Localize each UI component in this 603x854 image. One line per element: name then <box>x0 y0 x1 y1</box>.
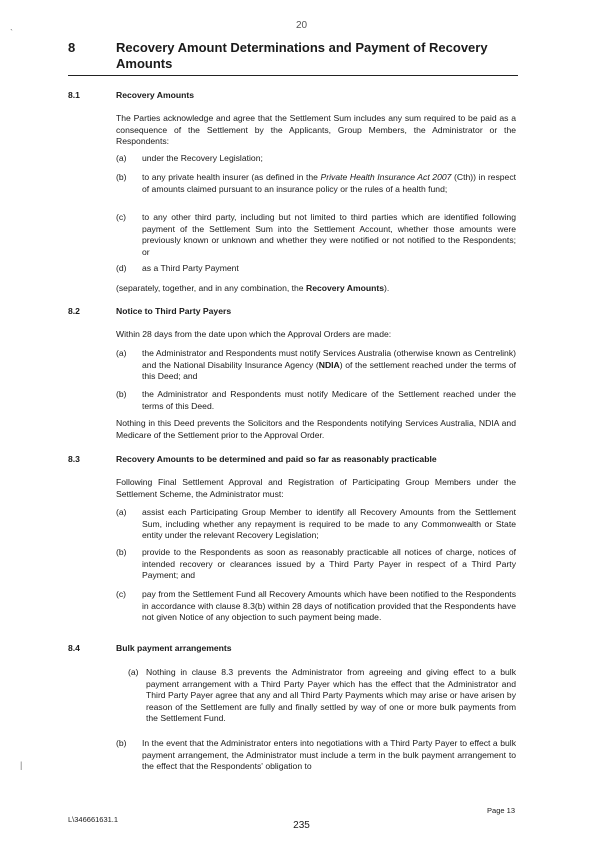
section-number: 8 <box>68 40 76 55</box>
list-label: (d) <box>116 263 127 273</box>
margin-mark: | <box>20 760 23 770</box>
list-text: to any other third party, including but not limited to third parties which are identified following payment of the Settlement Sum into the Settlement Account, whether those amounts were previously known or unknown and whether they were notified or not notified to the Respondents; or <box>142 212 516 257</box>
list-label: (b) <box>116 547 127 557</box>
list-text: the Administrator and Respondents must notify Medicare of the Settlement reached under the terms of this Deed. <box>142 389 516 411</box>
footer-doc-ref: L\346661631.1 <box>68 815 119 824</box>
subsection-number: 8.3 <box>68 454 80 464</box>
list-text: provide to the Respondents as soon as reasonably practicable all notices of charge, notices of intended recovery or clearances issued by a Third Party Payer in respect of a Third Party Payment; and <box>142 547 516 581</box>
list-text: Nothing in clause 8.3 prevents the Administrator from agreeing and giving effect to a bulk payment arrangement with a Third Party Payer which has the effect that the Administrator and Third Party Payer agree that any and all Third Party Payments which may arise or have arisen by reason of the Settlement are fully and finally settled by way of one or more bulk payments from the Settlement Fund. <box>146 667 516 724</box>
list-label: (a) <box>116 507 127 517</box>
list-label: (c) <box>116 212 127 222</box>
list-label: (b) <box>116 389 127 399</box>
paragraph: Nothing in this Deed prevents the Solicitors and the Respondents notifying Services Australia, NDIA and Medicare of the Settlement prior to the Approval Order. <box>116 418 516 440</box>
paragraph: Within 28 days from the date upon which the Approval Orders are made: <box>116 329 392 339</box>
list-text: to any private health insurer (as defined in the Private Health Insurance Act 2007 (Cth)) in respect of amounts claimed pursuant to an insurance policy or the rules of a health fund; <box>142 172 517 194</box>
subsection-title: Notice to Third Party Payers <box>116 306 232 316</box>
subsection-number: 8.2 <box>68 306 80 316</box>
list-label: (a) <box>116 348 127 358</box>
footer-page-label: Page 13 <box>487 806 515 815</box>
list-text: as a Third Party Payment <box>142 263 239 273</box>
list-label: (c) <box>116 589 127 599</box>
list-text: under the Recovery Legislation; <box>142 153 263 163</box>
list-text: In the event that the Administrator enters into negotiations with a Third Party Payer to effect a bulk payment arrangement, the Administrator must include a term in the bulk payment arrangement to the effect that the Respondents' obligation to <box>142 738 516 772</box>
subsection-number: 8.1 <box>68 90 80 100</box>
list-label: (a) <box>128 667 139 677</box>
subsection-title: Recovery Amounts <box>116 90 195 100</box>
subsection-title: Bulk payment arrangements <box>116 643 232 653</box>
subsection-number: 8.4 <box>68 643 80 653</box>
paragraph: Following Final Settlement Approval and Registration of Participating Group Members under the Settlement Scheme, the Administrator must: <box>116 477 516 499</box>
list-label: (b) <box>116 738 127 748</box>
paragraph: The Parties acknowledge and agree that the Settlement Sum includes any sum required to be paid as a consequence of the Settlement by the Applicants, Group Members, the Administrator or the Respondents: <box>116 113 516 147</box>
subsection-title: Recovery Amounts to be determined and paid so far as reasonably practicable <box>116 454 437 464</box>
section-title: Recovery Amount Determinations and Payment of Recovery Amounts <box>116 40 488 71</box>
section-rule <box>68 75 518 76</box>
page-number-top: 20 <box>295 20 308 31</box>
margin-mark: ` <box>10 28 13 38</box>
footer-page-number: 235 <box>293 820 310 831</box>
list-text: pay from the Settlement Fund all Recovery Amounts which have been notified to the Respondents in accordance with clause 8.3(b) within 28 days of notification provided that the Respondents have not given Notice of any objection to such payment being made. <box>142 589 516 623</box>
list-label: (a) <box>116 153 127 163</box>
list-text: assist each Participating Group Member to identify all Recovery Amounts from the Settlement Sum, including whether any repayment is required to be made to any Commonwealth or State entity under the relevant Recovery Legislation; <box>142 507 516 541</box>
list-label: (b) <box>116 172 127 182</box>
paragraph: (separately, together, and in any combination, the Recovery Amounts). <box>116 283 390 293</box>
list-text: the Administrator and Respondents must notify Services Australia (otherwise known as Centrelink) and the National Disability Insurance Agency (NDIA) of the settlement reached under the terms of this Deed; and <box>142 348 516 382</box>
